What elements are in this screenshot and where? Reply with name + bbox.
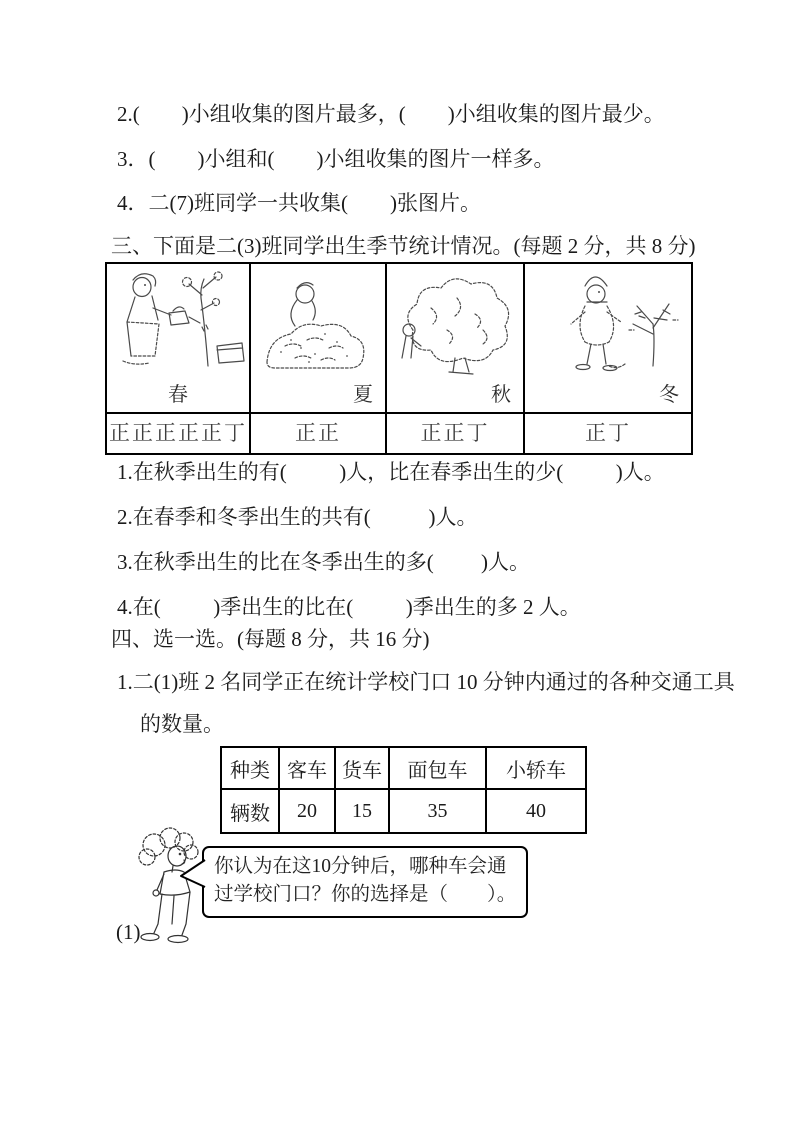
vehicle-row-label: 辆数 bbox=[221, 789, 279, 833]
season-cell-spring bbox=[106, 263, 250, 413]
season-question-3: 3.在秋季出生的比在冬季出生的多( )人。 bbox=[117, 550, 530, 574]
season-label-winter: 冬 bbox=[659, 384, 679, 406]
vehicle-header-bus: 客车 bbox=[279, 747, 335, 789]
speech-bubble bbox=[202, 846, 528, 918]
season-question-1: 1.在秋季出生的有( )人，比在春季出生的少( )人。 bbox=[117, 460, 665, 484]
winter-scene-illustration-icon bbox=[529, 268, 687, 386]
season-label-autumn: 秋 bbox=[491, 384, 511, 406]
vehicle-value-car: 40 bbox=[486, 789, 586, 833]
season-label-summer: 夏 bbox=[353, 384, 373, 406]
tally-summer: 正正 bbox=[250, 413, 386, 454]
vehicle-header-car: 小轿车 bbox=[486, 747, 586, 789]
question-4-line: 4．二(7)班同学一共收集( )张图片。 bbox=[117, 191, 481, 215]
question-3-line: 3．( )小组和( )小组收集的图片一样多。 bbox=[117, 147, 555, 171]
vehicle-header-row bbox=[221, 747, 586, 789]
spring-watering-illustration-icon bbox=[111, 268, 245, 386]
vehicle-question-line-1: 1.二(1)班 2 名同学正在统计学校门口 10 分钟内通过的各种交通工具 bbox=[117, 670, 735, 694]
sub-question-label: (1) bbox=[116, 920, 141, 944]
season-tally-table bbox=[105, 262, 693, 455]
section-4-heading: 四、选一选。(每题 8 分，共 16 分) bbox=[111, 627, 430, 651]
vehicle-value-row bbox=[221, 789, 586, 833]
speech-bubble-line-1: 你认为在这10分钟后，哪种车会通 bbox=[214, 856, 507, 877]
vehicle-question-line-2: 的数量。 bbox=[140, 712, 224, 736]
season-question-2: 2.在春季和冬季出生的共有( )人。 bbox=[117, 505, 478, 529]
vehicle-value-van: 35 bbox=[389, 789, 486, 833]
season-illustration-row bbox=[106, 263, 692, 413]
tally-autumn: 正正丁 bbox=[386, 413, 524, 454]
speech-bubble-tail-icon bbox=[178, 856, 206, 892]
season-label-spring: 春 bbox=[168, 384, 188, 406]
season-cell-winter bbox=[524, 263, 692, 413]
speech-bubble-line-2: 过学校门口？你的选择是（ ）。 bbox=[214, 884, 517, 906]
tally-spring: 正正正正正丁 bbox=[106, 413, 250, 454]
vehicle-value-truck: 15 bbox=[335, 789, 389, 833]
season-cell-summer bbox=[250, 263, 386, 413]
vehicle-count-table bbox=[220, 746, 587, 834]
season-question-4: 4.在( )季出生的比在( )季出生的多 2 人。 bbox=[117, 595, 581, 619]
question-2-line: 2.( )小组收集的图片最多，( )小组收集的图片最少。 bbox=[117, 102, 665, 126]
vehicle-value-bus: 20 bbox=[279, 789, 335, 833]
vehicle-header-truck: 货车 bbox=[335, 747, 389, 789]
vehicle-header-van: 面包车 bbox=[389, 747, 486, 789]
tally-winter: 正丁 bbox=[524, 413, 692, 454]
season-tally-row bbox=[106, 413, 692, 454]
season-cell-autumn bbox=[386, 263, 524, 413]
autumn-tree-illustration-icon bbox=[391, 268, 519, 386]
section-3-heading: 三、下面是二(3)班同学出生季节统计情况。(每题 2 分，共 8 分) bbox=[111, 234, 696, 258]
vehicle-header-type: 种类 bbox=[221, 747, 279, 789]
summer-sand-play-illustration-icon bbox=[255, 268, 381, 386]
